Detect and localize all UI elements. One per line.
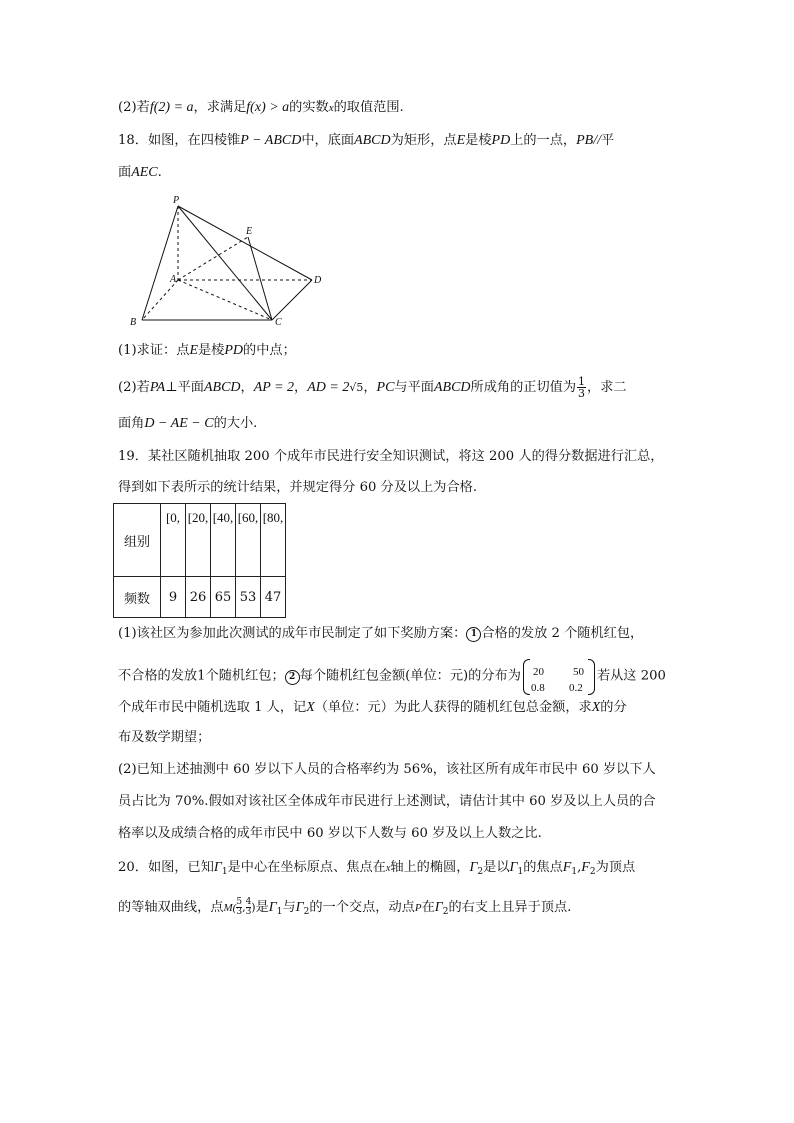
text-run: 如图，已知: [147, 860, 214, 875]
q19-part1-line1: [118, 624, 643, 644]
fraction-one-third: [577, 376, 586, 399]
text-run: √5: [349, 381, 364, 394]
text-run: ，求二: [587, 380, 627, 395]
table-row: [114, 577, 286, 618]
text-run: 合格的发放 2 个随机红包，: [481, 626, 644, 641]
text-run: 与: [282, 900, 296, 915]
vertex-P: P: [173, 195, 180, 206]
text-run: 的等轴双曲线，点: [118, 900, 224, 915]
text-run: 2: [589, 867, 596, 877]
text-run: 的右支上且异于顶点.: [448, 900, 572, 915]
text-run: ，: [363, 380, 377, 395]
text-run: 是以: [483, 860, 510, 875]
text-run: M(: [223, 902, 237, 914]
text-run: 1: [221, 867, 228, 877]
text-run: 20: [532, 666, 544, 678]
text-run: 为矩形，点: [390, 133, 457, 148]
pyramid-figure: [120, 192, 330, 332]
text-run: (2)已知上述抽测中 60 岁以下人员的合格率约为 56%，该社区所有成年市民中 60 岁以下人: [118, 762, 656, 777]
text-run: PB: [576, 133, 594, 148]
text-run: Γ: [434, 900, 443, 915]
q19-part1-line2: [118, 659, 666, 693]
text-run: 个成年市民中随机选取 1 人，记: [118, 700, 307, 715]
q19-part2-line3: [118, 824, 542, 844]
group-cell: [40,: [212, 510, 234, 525]
q17-part2: [118, 98, 404, 118]
text-run: PD: [491, 133, 511, 148]
text-run: ,: [577, 860, 582, 875]
vertex-E: E: [246, 226, 253, 237]
text-run: //: [593, 133, 602, 148]
q19-line1: [118, 447, 663, 467]
text-run: AD = 2: [307, 380, 350, 395]
text-run: 布及数学期望；: [118, 730, 211, 745]
text-run: 的分: [600, 700, 627, 715]
circled-two: 2: [285, 670, 300, 685]
vertex-A: A: [170, 274, 177, 285]
text-run: AEC: [131, 165, 158, 180]
text-run: 在: [421, 900, 435, 915]
text-run: P: [414, 902, 422, 914]
text-run: 的取值范围.: [333, 100, 404, 115]
text-run: 若从这 200: [596, 668, 666, 684]
text-run: P − ABCD: [240, 133, 302, 148]
text-run: 的实数: [289, 100, 329, 115]
text-run: ，: [294, 380, 308, 395]
text-run: AP = 2: [253, 380, 295, 395]
q18-part2: [118, 376, 627, 399]
text-run: (1)该社区为参加此次测试的成年市民制定了如下奖励方案：: [118, 626, 467, 641]
circled-one: 1: [466, 627, 481, 642]
text-run: 2: [477, 867, 484, 877]
text-run: E: [456, 133, 466, 148]
q20-line1: [118, 858, 635, 882]
count-cell: 26: [186, 577, 211, 618]
text-run: ABCD: [433, 380, 471, 395]
text-run: 的一个交点，动点: [309, 900, 415, 915]
text-run: 每个随机红包金额(单位：元)的分布为: [299, 668, 521, 684]
text-run: 格率以及成绩合格的成年市民中 60 岁以下人数与 60 岁及以上人数之比.: [118, 826, 542, 841]
text-run: 1: [517, 867, 524, 877]
q18-line2: [118, 163, 162, 183]
text-run: .: [157, 165, 162, 180]
q18-line1: [118, 131, 614, 151]
text-run: Γ: [509, 860, 518, 875]
text-run: 与平面: [394, 380, 434, 395]
count-cell: 47: [261, 577, 286, 618]
text-run: 轴上的椭圆，: [390, 860, 470, 875]
text-run: Γ: [469, 860, 478, 875]
text-run: ⊥: [165, 380, 178, 395]
text-run: 18．: [118, 133, 148, 148]
text-run: 2: [442, 907, 449, 917]
text-run: x: [385, 863, 391, 874]
text-run: 面角: [118, 416, 145, 431]
text-run: Γ: [295, 900, 304, 915]
text-run: 是: [255, 900, 269, 915]
text-run: Γ: [213, 860, 222, 875]
text-run: 不合格的发放1个随机红包；: [118, 668, 285, 684]
text-run: 5: [236, 897, 243, 907]
text-run: (1)求证：点: [118, 343, 190, 358]
text-run: 为顶点: [595, 860, 636, 875]
text-run: 的中点；: [243, 343, 296, 358]
text-run: f(2) = a: [149, 100, 194, 115]
text-run: (2)若: [118, 380, 150, 395]
text-run: X: [306, 700, 315, 715]
text-run: E: [189, 343, 198, 358]
q20-line2: [118, 898, 571, 922]
text-run: 3: [236, 907, 243, 917]
group-cell: [20,: [187, 510, 209, 525]
text-run: 是棱: [198, 343, 225, 358]
text-run: D − AE − C: [144, 416, 214, 431]
text-run: 平: [601, 133, 615, 148]
text-run: 中，底面: [301, 133, 355, 148]
q19-part1-line4: [118, 728, 210, 748]
text-run: F: [562, 860, 572, 875]
group-cell: [60,: [237, 510, 259, 525]
group-cell: [0,: [165, 510, 181, 525]
text-run: F: [581, 860, 590, 875]
text-run: 得到如下表所示的统计结果，并规定得分 60 分及以上为合格.: [118, 480, 478, 495]
text-run: PD: [224, 343, 244, 358]
text-run: ，求满足: [193, 100, 247, 115]
text-run: X: [591, 700, 601, 715]
text-run: f(x) > a: [246, 100, 290, 115]
text-run: 4: [245, 897, 252, 907]
text-run: （单位：元）为此人获得的随机红包总金额，求: [314, 700, 592, 715]
text-run: 1: [578, 375, 586, 388]
text-run: (2)若: [118, 100, 150, 115]
vertex-D: D: [314, 275, 322, 286]
text-run: 3: [578, 387, 586, 400]
text-run: 0.2: [568, 682, 583, 694]
group-cell: [80,: [262, 510, 284, 525]
text-run: 面: [118, 165, 132, 180]
vertex-B: B: [130, 317, 137, 328]
count-cell: 9: [161, 577, 186, 618]
q19-line2: [118, 478, 477, 498]
q18-part2-cont: [118, 414, 257, 434]
count-cell: 65: [211, 577, 236, 618]
text-run: 3: [245, 907, 252, 917]
text-run: 如图，在四棱锥: [147, 133, 241, 148]
text-run: Γ: [268, 900, 277, 915]
text-run: 1: [571, 867, 578, 877]
text-run: x: [328, 102, 334, 114]
text-run: 平面: [177, 380, 204, 395]
text-run: 0.8: [530, 682, 545, 694]
q19-part2-line2: [118, 792, 656, 812]
text-run: PA: [149, 380, 166, 395]
text-run: 某社区随机抽取 200 个成年市民进行安全知识测试，将这 200 人的得分数据进行汇总，: [147, 449, 664, 464]
distribution-matrix: [523, 659, 595, 693]
text-run: ABCD: [354, 133, 391, 148]
vertex-C: C: [275, 317, 282, 328]
text-run: ,: [242, 901, 246, 914]
text-run: 是棱: [465, 133, 492, 148]
text-run: PC: [376, 380, 395, 395]
text-run: ): [251, 901, 256, 914]
q19-part1-line3: [118, 698, 627, 718]
text-run: 19．: [118, 449, 148, 464]
text-run: 上的一点，: [510, 133, 577, 148]
text-run: ，: [240, 380, 254, 395]
table-row: [114, 504, 286, 577]
text-run: 员占比为 70%.假如对该社区全体成年市民进行上述测试，请估计其中 60 岁及以上人员的合: [118, 794, 656, 809]
text-run: 的大小.: [213, 416, 258, 431]
text-run: 1: [276, 907, 283, 917]
text-run: 的焦点: [523, 860, 563, 875]
text-run: 2: [303, 907, 310, 917]
frequency-table: [113, 503, 286, 618]
text-run: 20．: [118, 860, 148, 875]
text-run: 是中心在坐标原点、焦点在: [227, 860, 386, 875]
text-run: ABCD: [203, 380, 241, 395]
text-run: 50: [572, 666, 584, 678]
row-label-count: 频数: [114, 577, 161, 618]
count-cell: 53: [236, 577, 261, 618]
q19-part2-line1: [118, 760, 656, 780]
text-run: 所成角的正切值为: [470, 380, 577, 395]
row-label-group: 组别: [114, 504, 161, 577]
q18-part1: [118, 341, 296, 361]
